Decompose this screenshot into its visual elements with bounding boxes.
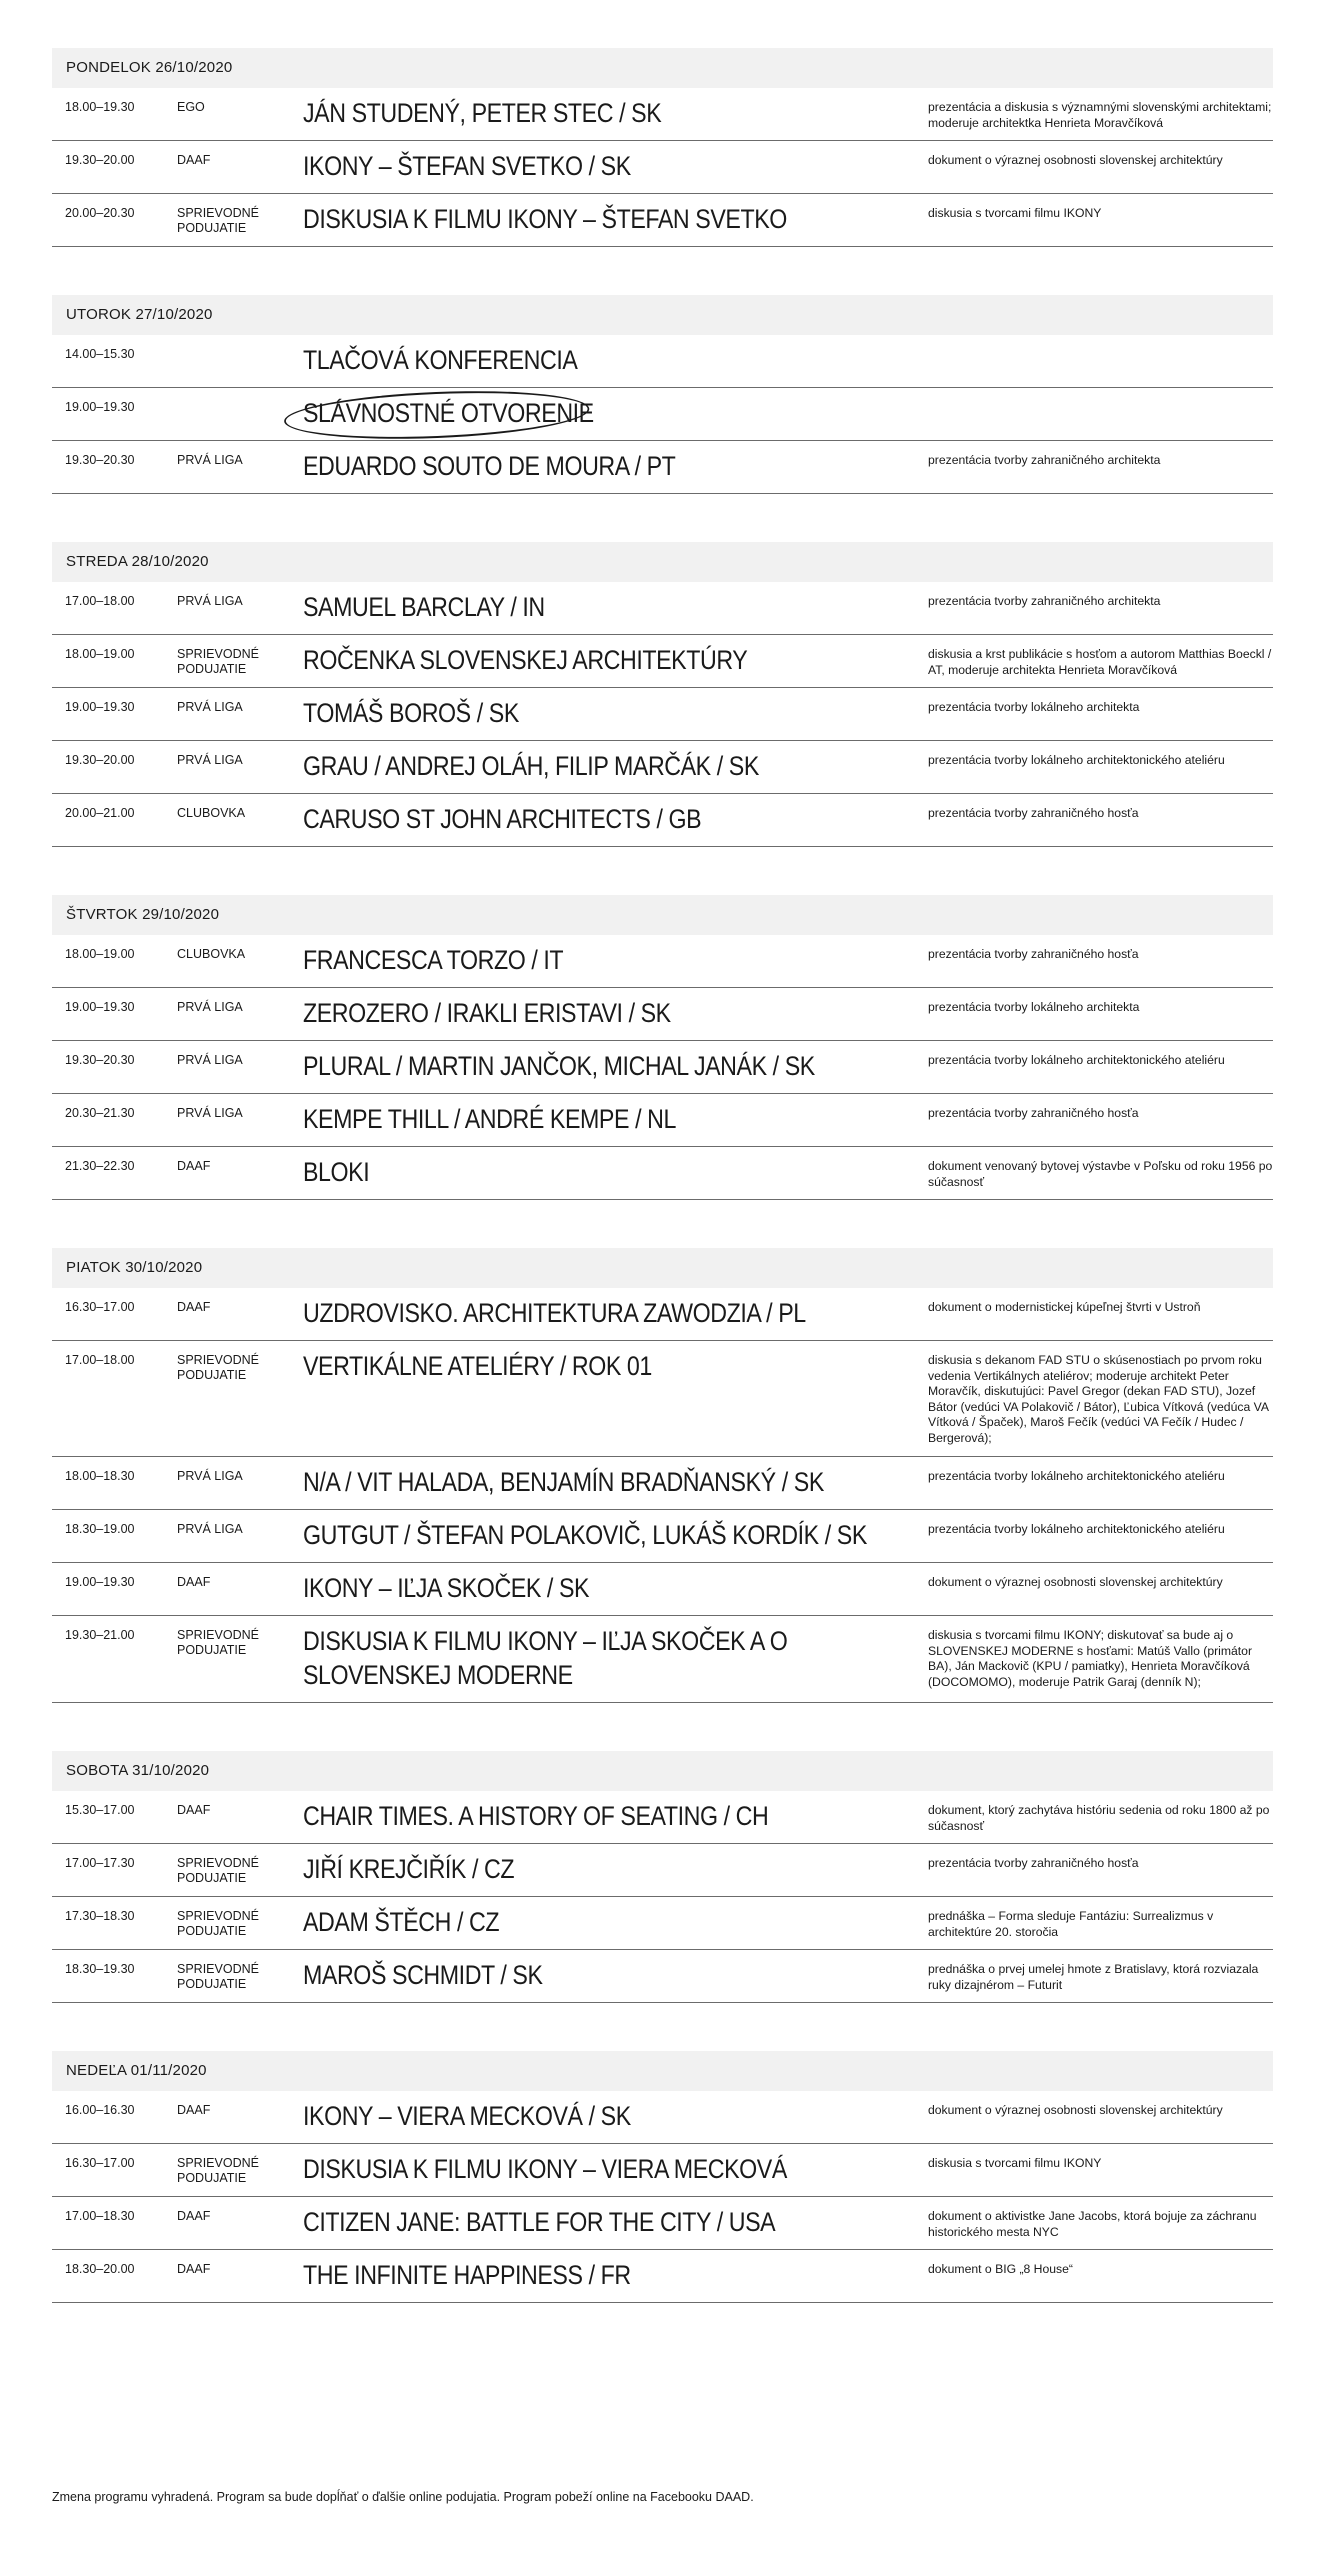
event-time: 18.30–19.30 bbox=[65, 1962, 135, 1976]
event-category: DAAF bbox=[177, 1159, 211, 1173]
event-time: 19.00–19.30 bbox=[65, 1575, 135, 1589]
event-title: MAROŠ SCHMIDT / SK bbox=[303, 1960, 543, 1990]
event-description: prezentácia tvorby lokálneho architekta bbox=[928, 700, 1140, 714]
event-row bbox=[52, 1147, 1273, 1200]
day-section bbox=[52, 1248, 1273, 1703]
event-title: IKONY – IĽJA SKOČEK / SK bbox=[303, 1573, 590, 1603]
event-row bbox=[52, 2250, 1273, 2303]
event-title: PLURAL / MARTIN JANČOK, MICHAL JANÁK / SK bbox=[303, 1051, 815, 1081]
event-row bbox=[52, 794, 1273, 847]
event-title: VERTIKÁLNE ATELIÉRY / ROK 01 bbox=[303, 1351, 652, 1381]
event-category: PRVÁ LIGA bbox=[177, 1522, 243, 1536]
event-description: prezentácia tvorby zahraničného hosťa bbox=[928, 947, 1139, 961]
event-row bbox=[52, 1950, 1273, 2003]
event-category: PRVÁ LIGA bbox=[177, 1053, 243, 1067]
day-header: NEDEĽA 01/11/2020 bbox=[52, 2051, 1273, 2091]
event-time: 20.00–20.30 bbox=[65, 206, 135, 220]
event-description: prezentácia tvorby lokálneho architektonického ateliéru bbox=[928, 1053, 1225, 1067]
event-title: CARUSO ST JOHN ARCHITECTS / GB bbox=[303, 804, 702, 834]
event-title: JIŘÍ KREJČIŘÍK / CZ bbox=[303, 1854, 515, 1884]
event-description: prednáška – Forma sleduje Fantáziu: Surrealizmus v architektúre 20. storočia bbox=[928, 1909, 1214, 1939]
event-time: 16.30–17.00 bbox=[65, 2156, 135, 2170]
event-time: 17.00–18.00 bbox=[65, 1353, 135, 1367]
event-row bbox=[52, 1791, 1273, 1844]
event-description: prezentácia a diskusia s významnými slovenskými architektami; moderuje architektka Henrieta Moravčíková bbox=[928, 100, 1272, 130]
event-row bbox=[52, 88, 1273, 141]
event-title: SAMUEL BARCLAY / IN bbox=[303, 592, 545, 622]
event-description: prezentácia tvorby zahraničného architekta bbox=[928, 453, 1161, 467]
event-time: 19.30–20.30 bbox=[65, 1053, 135, 1067]
event-description: dokument o BIG „8 House“ bbox=[928, 2262, 1073, 2276]
event-category: PRVÁ LIGA bbox=[177, 594, 243, 608]
event-category: DAAF bbox=[177, 1803, 211, 1817]
event-category: PRVÁ LIGA bbox=[177, 1106, 243, 1120]
day-section bbox=[52, 1751, 1273, 2003]
event-category: SPRIEVODNÉ PODUJATIE bbox=[177, 1353, 259, 1382]
event-row bbox=[52, 2197, 1273, 2250]
event-time: 16.00–16.30 bbox=[65, 2103, 135, 2117]
event-description: prezentácia tvorby zahraničného hosťa bbox=[928, 806, 1139, 820]
event-row bbox=[52, 1094, 1273, 1147]
day-section bbox=[52, 295, 1273, 494]
event-category: SPRIEVODNÉ PODUJATIE bbox=[177, 1909, 259, 1938]
event-row bbox=[52, 635, 1273, 688]
event-description: diskusia s tvorcami filmu IKONY bbox=[928, 206, 1102, 220]
event-time: 18.30–20.00 bbox=[65, 2262, 135, 2276]
event-category: SPRIEVODNÉ PODUJATIE bbox=[177, 2156, 259, 2185]
event-time: 16.30–17.00 bbox=[65, 1300, 135, 1314]
event-time: 18.30–19.00 bbox=[65, 1522, 135, 1536]
event-description: diskusia a krst publikácie s hosťom a autorom Matthias Boeckl / AT, moderuje architekta Henrieta Moravčíková bbox=[928, 647, 1272, 677]
event-time: 20.30–21.30 bbox=[65, 1106, 135, 1120]
event-time: 18.00–19.30 bbox=[65, 100, 135, 114]
event-row bbox=[52, 1341, 1273, 1457]
footer-note: Zmena programu vyhradená. Program sa bude dopĺňať o ďalšie online podujatia. Program pobeží online na Facebooku DAAD. bbox=[52, 2490, 754, 2504]
program-schedule bbox=[52, 48, 1273, 2351]
event-time: 19.00–19.30 bbox=[65, 400, 135, 414]
event-time: 18.00–19.00 bbox=[65, 947, 135, 961]
event-time: 19.30–20.30 bbox=[65, 453, 135, 467]
event-description: prezentácia tvorby lokálneho architektonického ateliéru bbox=[928, 753, 1225, 767]
event-row bbox=[52, 988, 1273, 1041]
event-title: CITIZEN JANE: BATTLE FOR THE CITY / USA bbox=[303, 2207, 776, 2237]
event-row bbox=[52, 335, 1273, 388]
day-header: PIATOK 30/10/2020 bbox=[52, 1248, 1273, 1288]
event-title: ROČENKA SLOVENSKEJ ARCHITEKTÚRY bbox=[303, 645, 748, 675]
event-category: PRVÁ LIGA bbox=[177, 1469, 243, 1483]
event-description: dokument venovaný bytovej výstavbe v Poľsku od roku 1956 po súčasnosť bbox=[928, 1159, 1273, 1189]
event-row bbox=[52, 1897, 1273, 1950]
event-time: 14.00–15.30 bbox=[65, 347, 135, 361]
event-category: PRVÁ LIGA bbox=[177, 753, 243, 767]
day-section bbox=[52, 542, 1273, 847]
event-time: 20.00–21.00 bbox=[65, 806, 135, 820]
event-title: GRAU / ANDREJ OLÁH, FILIP MARČÁK / SK bbox=[303, 751, 759, 781]
event-category: SPRIEVODNÉ PODUJATIE bbox=[177, 1856, 259, 1885]
event-description: dokument o výraznej osobnosti slovenskej architektúry bbox=[928, 2103, 1223, 2117]
event-row bbox=[52, 688, 1273, 741]
event-row bbox=[52, 935, 1273, 988]
event-title: DISKUSIA K FILMU IKONY – IĽJA SKOČEK A O SLOVENSKEJ MODERNE bbox=[303, 1626, 788, 1690]
event-description: prezentácia tvorby lokálneho architektonického ateliéru bbox=[928, 1469, 1225, 1483]
event-row bbox=[52, 2091, 1273, 2144]
event-title: IKONY – VIERA MECKOVÁ / SK bbox=[303, 2101, 631, 2131]
event-row bbox=[52, 1041, 1273, 1094]
day-header: UTOROK 27/10/2020 bbox=[52, 295, 1273, 335]
event-category: DAAF bbox=[177, 1300, 211, 1314]
event-description: prezentácia tvorby zahraničného hosťa bbox=[928, 1106, 1139, 1120]
event-row bbox=[52, 1616, 1273, 1703]
event-row bbox=[52, 582, 1273, 635]
event-description: dokument o aktivistke Jane Jacobs, ktorá bojuje za záchranu historického mesta NYC bbox=[928, 2209, 1257, 2239]
event-row bbox=[52, 741, 1273, 794]
event-category: SPRIEVODNÉ PODUJATIE bbox=[177, 1628, 259, 1657]
event-time: 19.30–21.00 bbox=[65, 1628, 135, 1642]
event-title: TLAČOVÁ KONFERENCIA bbox=[303, 345, 578, 375]
event-time: 15.30–17.00 bbox=[65, 1803, 135, 1817]
event-title: TOMÁŠ BOROŠ / SK bbox=[303, 698, 519, 728]
event-time: 18.00–19.00 bbox=[65, 647, 135, 661]
event-time: 18.00–18.30 bbox=[65, 1469, 135, 1483]
event-time: 17.30–18.30 bbox=[65, 1909, 135, 1923]
event-title: KEMPE THILL / ANDRÉ KEMPE / NL bbox=[303, 1104, 676, 1134]
event-description: dokument o výraznej osobnosti slovenskej architektúry bbox=[928, 1575, 1223, 1589]
event-description: dokument, ktorý zachytáva históriu sedenia od roku 1800 až po súčasnosť bbox=[928, 1803, 1270, 1833]
event-row bbox=[52, 2144, 1273, 2197]
event-time: 21.30–22.30 bbox=[65, 1159, 135, 1173]
event-row bbox=[52, 441, 1273, 494]
event-title-text: SLÁVNOSTNÉ OTVORENIE bbox=[303, 398, 594, 428]
event-time: 19.00–19.30 bbox=[65, 700, 135, 714]
event-title: CHAIR TIMES. A HISTORY OF SEATING / CH bbox=[303, 1801, 769, 1831]
day-header: SOBOTA 31/10/2020 bbox=[52, 1751, 1273, 1791]
day-header: STREDA 28/10/2020 bbox=[52, 542, 1273, 582]
event-title: FRANCESCA TORZO / IT bbox=[303, 945, 564, 975]
day-section bbox=[52, 48, 1273, 247]
event-category: SPRIEVODNÉ PODUJATIE bbox=[177, 647, 259, 676]
event-time: 17.00–18.30 bbox=[65, 2209, 135, 2223]
day-section bbox=[52, 895, 1273, 1200]
event-row bbox=[52, 194, 1273, 247]
event-category: DAAF bbox=[177, 2262, 211, 2276]
event-time: 19.30–20.00 bbox=[65, 753, 135, 767]
event-category: DAAF bbox=[177, 153, 211, 167]
event-title: ADAM ŠTĚCH / CZ bbox=[303, 1907, 500, 1937]
event-row bbox=[52, 1844, 1273, 1897]
event-category: PRVÁ LIGA bbox=[177, 1000, 243, 1014]
event-row bbox=[52, 141, 1273, 194]
day-header: PONDELOK 26/10/2020 bbox=[52, 48, 1273, 88]
event-description: diskusia s tvorcami filmu IKONY; diskutovať sa bude aj o SLOVENSKEJ MODERNE s hosťami: Matúš Vallo (primátor BA), Ján Mackovič (KPU / pamiatky), Henrieta Moravčíková (DOCOMOMO), moderuje Patrik Garaj (denník N); bbox=[928, 1628, 1253, 1689]
event-category: CLUBOVKA bbox=[177, 947, 246, 961]
event-category: PRVÁ LIGA bbox=[177, 700, 243, 714]
event-row bbox=[52, 1563, 1273, 1616]
event-time: 17.00–18.00 bbox=[65, 594, 135, 608]
event-title: ZEROZERO / IRAKLI ERISTAVI / SK bbox=[303, 998, 671, 1028]
event-category: DAAF bbox=[177, 1575, 211, 1589]
circled-title bbox=[303, 396, 594, 430]
event-title: GUTGUT / ŠTEFAN POLAKOVIČ, LUKÁŠ KORDÍK / SK bbox=[303, 1520, 867, 1550]
event-row bbox=[52, 1510, 1273, 1563]
event-description: prezentácia tvorby lokálneho architekta bbox=[928, 1000, 1140, 1014]
event-description: prezentácia tvorby zahraničného hosťa bbox=[928, 1856, 1139, 1870]
hand-drawn-ellipse bbox=[283, 386, 589, 444]
event-title: DISKUSIA K FILMU IKONY – VIERA MECKOVÁ bbox=[303, 2154, 787, 2184]
event-description: dokument o výraznej osobnosti slovenskej architektúry bbox=[928, 153, 1223, 167]
event-title: BLOKI bbox=[303, 1157, 370, 1187]
day-header: ŠTVRTOK 29/10/2020 bbox=[52, 895, 1273, 935]
event-title: IKONY – ŠTEFAN SVETKO / SK bbox=[303, 151, 631, 181]
event-time: 17.00–17.30 bbox=[65, 1856, 135, 1870]
event-category: CLUBOVKA bbox=[177, 806, 246, 820]
event-title: DISKUSIA K FILMU IKONY – ŠTEFAN SVETKO bbox=[303, 204, 787, 234]
event-row bbox=[52, 1288, 1273, 1341]
event-description: diskusia s dekanom FAD STU o skúsenostiach po prvom roku vedenia Vertikálnych ateliérov; moderuje architekt Peter Moravčík, diskutujúci: Pavel Gregor (dekan FAD STU), Jozef Bátor (vedúci VA Polakovič / Bátor), Ľubica Vítková (vedúca VA Vítková / Špaček), Maroš Fečík (vedúci VA Fečík / Hudec / Bergerová); bbox=[928, 1353, 1269, 1446]
day-section bbox=[52, 2051, 1273, 2303]
event-description: prednáška o prvej umelej hmote z Bratislavy, ktorá rozviazala ruky dizajnérom – Futurit bbox=[928, 1962, 1259, 1992]
event-category: SPRIEVODNÉ PODUJATIE bbox=[177, 206, 259, 235]
event-description: dokument o modernistickej kúpeľnej štvrti v Ustroň bbox=[928, 1300, 1201, 1314]
event-time: 19.30–20.00 bbox=[65, 153, 135, 167]
event-category: DAAF bbox=[177, 2209, 211, 2223]
event-description: prezentácia tvorby lokálneho architektonického ateliéru bbox=[928, 1522, 1225, 1536]
event-title bbox=[303, 388, 922, 440]
event-category: SPRIEVODNÉ PODUJATIE bbox=[177, 1962, 259, 1991]
event-title: EDUARDO SOUTO DE MOURA / PT bbox=[303, 451, 676, 481]
event-row bbox=[52, 1457, 1273, 1510]
event-category: PRVÁ LIGA bbox=[177, 453, 243, 467]
event-description: diskusia s tvorcami filmu IKONY bbox=[928, 2156, 1102, 2170]
event-category: DAAF bbox=[177, 2103, 211, 2117]
event-title: THE INFINITE HAPPINESS / FR bbox=[303, 2260, 631, 2290]
event-category: EGO bbox=[177, 100, 205, 114]
event-time: 19.00–19.30 bbox=[65, 1000, 135, 1014]
event-title: JÁN STUDENÝ, PETER STEC / SK bbox=[303, 98, 662, 128]
event-description: prezentácia tvorby zahraničného architekta bbox=[928, 594, 1161, 608]
event-row bbox=[52, 388, 1273, 441]
event-title: N/A / VIT HALADA, BENJAMÍN BRADŇANSKÝ / SK bbox=[303, 1467, 824, 1497]
event-title: UZDROVISKO. ARCHITEKTURA ZAWODZIA / PL bbox=[303, 1298, 806, 1328]
